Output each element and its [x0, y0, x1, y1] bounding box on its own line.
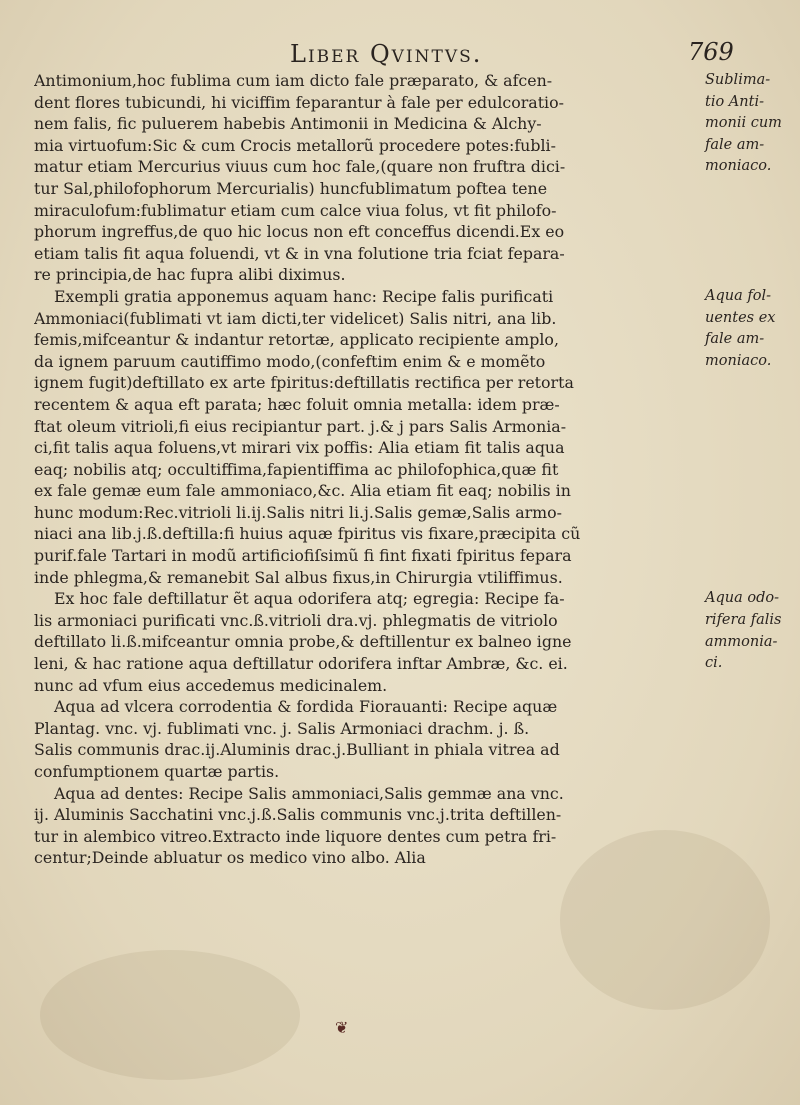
text-line: recentem & aqua eft parata; hæc foluit omnia metalla: idem præ- [34, 394, 560, 414]
text-line: Antimonium,hoc fublima cum iam dicto fale præparato, & afcen- [34, 71, 553, 90]
text-line: Ex hoc fale deftillatur ẽt aqua odorifera atq; egregia: Recipe fa- [54, 589, 565, 609]
text-line: mia virtuofum:Sic & cum Crocis metallorũ procedere potes:fubli- [34, 135, 556, 155]
text-line: tur in alembico vitreo.Extracto inde liquore dentes cum petra fri- [34, 826, 557, 846]
ornament-icon: ❦ [335, 1018, 349, 1037]
text-line: ij. Aluminis Sacchatini vnc.j.ß.Salis communis vnc.j.trita deftillen- [34, 805, 562, 825]
text-line: eaq; nobilis atq; occultiffima,fapientiffima ac philofophica,quæ fit [34, 459, 559, 479]
text-line: centur;Deinde abluatur os medico vino albo. Alia [34, 848, 426, 868]
margin-note: Aqua odo- [705, 590, 779, 607]
margin-note: tio Anti- [705, 93, 764, 110]
text-line: Plantag. vnc. vj. fublimati vnc. j. Salis Armoniaci drachm. j. ß. [34, 718, 530, 738]
text-line: leni, & hac ratione aqua deftillatur odorifera inftar Ambræ, &c. ei. [34, 654, 568, 674]
text-line: nunc ad vfum eius accedemus medicinalem. [34, 675, 388, 695]
text-line: ex fale gemæ eum fale ammoniaco,&c. Alia etiam fit eaq; nobilis in [34, 481, 571, 501]
text-line: Salis communis drac.ij.Aluminis drac.j.Bulliant in phiala vitrea ad [34, 740, 560, 760]
margin-note: uentes ex [705, 309, 776, 326]
text-line: purif.fale Tartari in modũ artificiofiſsimũ fi fint fixati fpiritus fepara [34, 546, 572, 566]
text-line: phorum ingreffus,de quo hic locus non eft conceffus dicendi.Ex eo [34, 222, 565, 242]
text-line: Aqua ad vlcera corrodentia & fordida Fiorauanti: Recipe aquæ [54, 697, 558, 717]
text-line: femis,mifceantur & indantur retortæ, applicato recipiente amplo, [34, 330, 559, 350]
margin-note: Sublima- [705, 72, 771, 88]
page-number: 769 [688, 38, 734, 66]
text-line: da ignem paruum cautiffimo modo,(confeftim enim & e momẽto [34, 351, 546, 371]
text-line: deftillato li.ß.mifceantur omnia probe,& deftillentur ex balneo igne [34, 632, 572, 652]
text-line: lis armoniaci purificati vnc.ß.vitrioli dra.vj. phlegmatis de vitriolo [34, 610, 558, 630]
text-line: tur Sal,philofophorum Mercurialis) huncfublimatum poftea tene [34, 178, 548, 198]
text-line: nem falis, fic puluerem habebis Antimonii in Medicina & Alchy- [34, 114, 542, 134]
text-line: hunc modum:Rec.vitrioli li.ij.Salis nitri li.j.Salis gemæ,Salis armo- [34, 502, 563, 522]
text-line: Exempli gratia apponemus aquam hanc: Recipe falis purificati [54, 286, 554, 306]
main-text-block [34, 70, 702, 869]
text-line: re principia,de hac fupra alibi diximus. [34, 265, 346, 285]
running-head [0, 36, 800, 66]
text-line: Aqua ad dentes: Recipe Salis ammoniaci,Salis gemmæ ana vnc. [54, 783, 564, 803]
margin-note: moniaco. [705, 352, 772, 369]
text-line: ignem fugit)deftillato ex arte fpiritus:deftillatis rectifica per retorta [34, 373, 574, 393]
margin-note: moniaco. [705, 158, 772, 175]
text-line: ci,fit talis aqua foluens,vt mirari vix poffis: Alia etiam fit talis aqua [34, 438, 565, 458]
text-line: niaci ana lib.j.ß.deftilla:fi huius aquæ fpiritus vis fixare,præcipita cũ [34, 524, 581, 544]
running-head-title: Liber Qvintvs. [290, 40, 483, 68]
text-line: matur etiam Mercurius viuus cum hoc fale,(quare non fruftra dici- [34, 157, 566, 177]
text-line: confumptionem quartæ partis. [34, 762, 280, 781]
margin-note: fale am- [705, 136, 765, 153]
margin-note: ci. [705, 655, 723, 672]
text-line: ftat oleum vitrioli,fi eius recipiantur part. j.& j pars Salis Armonia- [34, 416, 567, 436]
text-line: Ammoniaci(fublimati vt iam dicti,ter videlicet) Salis nitri, ana lib. [34, 308, 557, 328]
text-line: miraculofum:fublimatur etiam cum calce viua folus, vt fit philofo- [34, 200, 557, 220]
margin-note: rifera falis [705, 612, 782, 628]
text-line: inde phlegma,& remanebit Sal albus fixus,in Chirurgia vtiliffimus. [34, 567, 563, 587]
margin-note: ammonia- [705, 633, 778, 650]
margin-note: fale am- [705, 331, 765, 348]
text-line: etiam talis fit aqua foluendi, vt & in vna folutione tria fciat fepara- [34, 243, 565, 263]
text-line: dent flores tubicundi, hi viciffim feparantur à fale per edulcoratio- [34, 92, 564, 112]
margin-note: Aqua fol- [705, 288, 771, 304]
margin-note: monii cum [705, 115, 782, 132]
paper-stain [40, 950, 300, 1080]
